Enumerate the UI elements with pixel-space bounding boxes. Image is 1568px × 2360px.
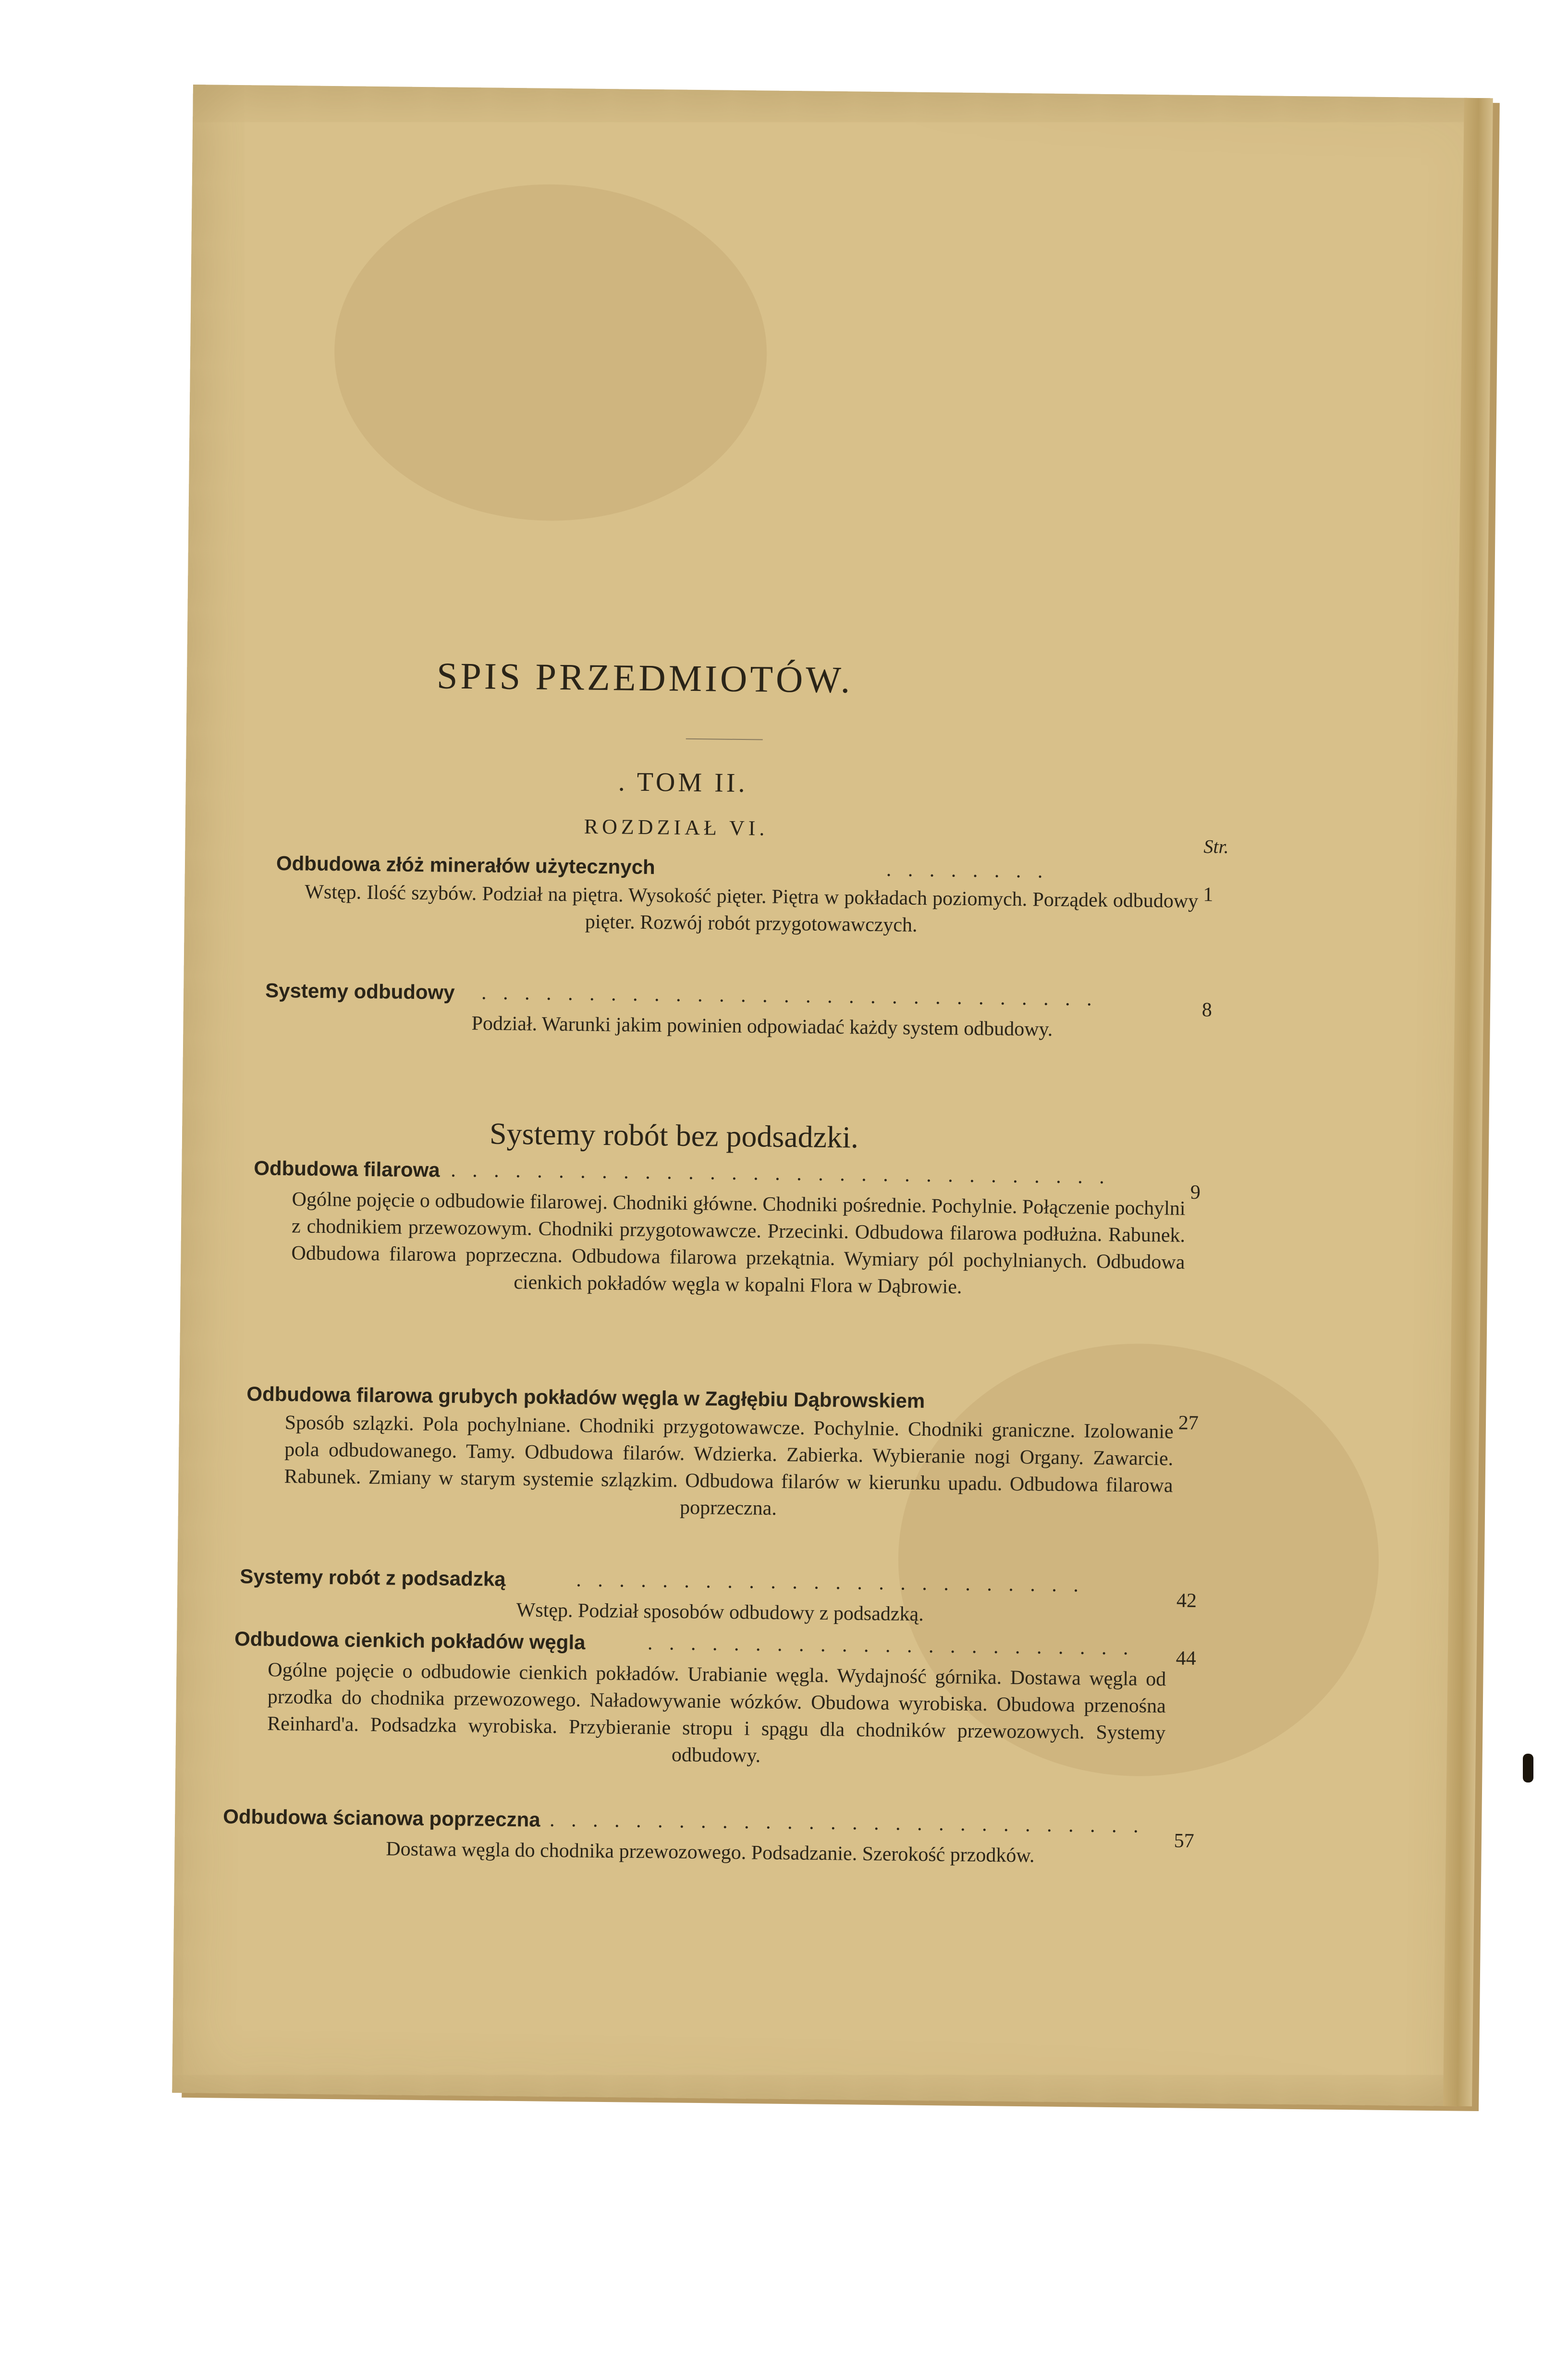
toc-entry-page: 57 [1174, 1830, 1195, 1852]
toc-entry-description: Dostawa węgla do chodnika przewozowego. Podsadzanie. Szerokość przodków. [386, 1838, 1035, 1867]
chapter-heading: ROZDZIAŁ VI. [584, 814, 769, 840]
book-page [172, 85, 1490, 2106]
toc-entry-title: Odbudowa filarowa [254, 1156, 440, 1181]
leader-dots: . . . . . . . . . . . . . . . . . . . . . . . . . . . . . [481, 982, 1098, 1010]
toc-entry-page: 27 [1178, 1412, 1199, 1435]
page-column-label: Str. [1203, 836, 1229, 858]
toc-entry-title: Systemy odbudowy [265, 979, 455, 1004]
toc-entry-page: 9 [1190, 1181, 1201, 1204]
toc-entry-description: Ogólne pojęcie o odbudowie filarowej. Chodniki główne. Chodniki pośrednie. Pochylnie. Połączenie pochylni z chodnikiem przewozowym. Chodniki przygotowawcze. Przecinki. Odbudowa filarowa podłużna. Rabunek. Odbudowa filarowa poprzeczna. Odbudowa filarowa przekątnia. Wymiary pól pochylnianych. Odbudowa cienkich pokładów węgla w kopalni Flora w Dąbrowie. [291, 1188, 1186, 1298]
leader-dots: . . . . . . . . [886, 859, 1049, 883]
dirt-speck [1523, 1754, 1533, 1782]
leader-dots: . . . . . . . . . . . . . . . . . . . . . . . . . . . . [549, 1808, 1144, 1837]
toc-entry-description: Podział. Warunki jakim powinien odpowiadać każdy system odbudowy. [471, 1012, 1053, 1041]
toc-entry-page: 1 [1203, 884, 1213, 906]
toc-entry-page: 8 [1201, 999, 1213, 1021]
volume-heading: . TOM II. [618, 767, 748, 799]
leader-dots: . . . . . . . . . . . . . . . . . . . . . . . . . . . . . . . [451, 1159, 1110, 1189]
toc-entry-title: Odbudowa złóż minerałów użytecznych [276, 851, 655, 879]
toc-entry-description: Sposób szlązki. Pola pochylniane. Chodniki przygotowawcze. Pochylnie. Chodniki graniczne. Izolowanie pola odbudowanego. Tamy. Odbudowa filarów. Wdzierka. Zabierka. Wybieranie nogi Organy. Zawarcie. Rabunek. Zmiany w starym systemie szlązkim. Odbudowa filarów w kierunku upadu. Odbudowa filarowa poprzeczna. [284, 1412, 1174, 1520]
toc-entry-title: Odbudowa cienkich pokładów węgla [234, 1627, 586, 1654]
paper-stain [333, 182, 769, 523]
toc-entry-description: Wstęp. Podział sposobów odbudowy z podsadzką. [516, 1599, 924, 1626]
leader-dots: . . . . . . . . . . . . . . . . . . . . . . . [647, 1632, 1134, 1659]
title-divider [686, 738, 763, 740]
toc-entry-title: Odbudowa filarowa grubych pokładów węgla w Zagłębiu Dąbrowskiem [246, 1382, 925, 1413]
page-title: SPIS PRZEDMIOTÓW. [436, 654, 853, 701]
toc-entry-description: Ogólne pojęcie o odbudowie cienkich pokładów. Urabianie węgla. Wydajność górnika. Dostawa węgla od przodka do chodnika przewozowego. Naładowywanie wózków. Obudowa wyrobiska. Obudowa przenośna Reinhard'a. Podsadzka wyrobiska. Przybieranie stropu i spągu dla chodników przewozowych. Systemy odbudowy. [267, 1659, 1166, 1767]
toc-entry-page: 44 [1176, 1647, 1197, 1670]
toc-entry-title: Systemy robót z podsadzką [240, 1565, 506, 1590]
toc-entry-title: Odbudowa ścianowa poprzeczna [222, 1805, 540, 1831]
leader-dots: . . . . . . . . . . . . . . . . . . . . . . . . [576, 1569, 1085, 1597]
toc-entry-description: Wstęp. Ilość szybów. Podział na piętra. Wysokość pięter. Piętra w pokładach poziomych. Porządek odbudowy pięter. Rozwój robót przygotowawczych. [305, 881, 1199, 936]
toc-entry-page: 42 [1176, 1589, 1197, 1612]
section-subheading: Systemy robót bez podsadzki. [489, 1116, 859, 1155]
